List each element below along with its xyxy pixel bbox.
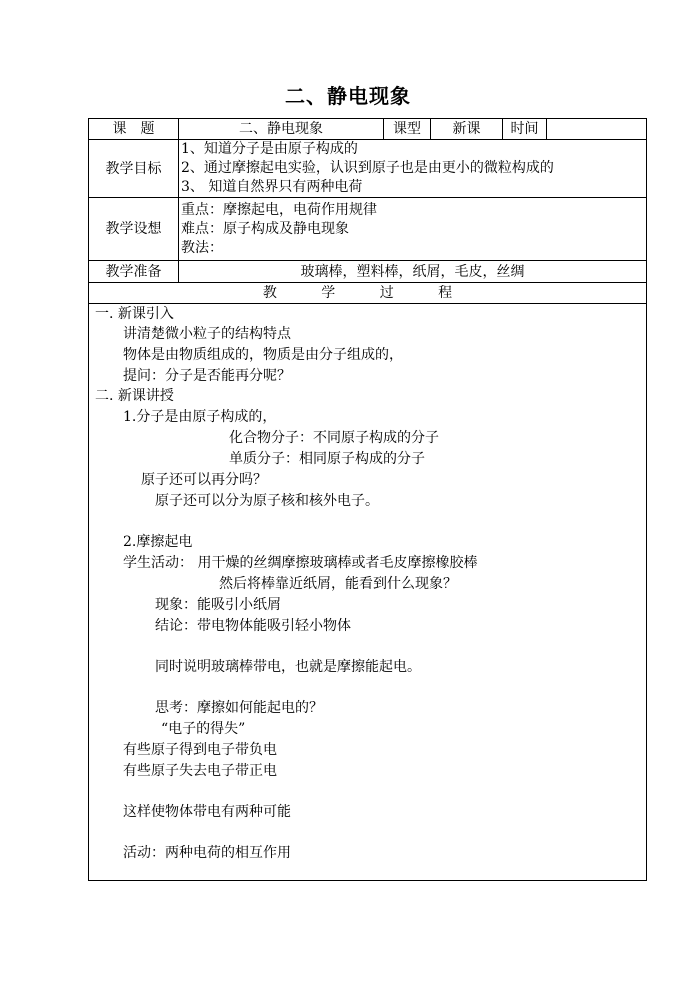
process-line: 有些原子得到电子带负电 bbox=[123, 742, 277, 758]
process-line: 单质分子：相同原子构成的分子 bbox=[229, 451, 425, 467]
preparation-row bbox=[89, 261, 647, 283]
process-line: 然后将棒靠近纸屑，能看到什么现象？ bbox=[219, 576, 457, 592]
objectives-content bbox=[179, 140, 647, 198]
objective-item: 3、 知道自然界只有两种电荷 bbox=[181, 179, 363, 195]
process-line: 二. 新课讲授 bbox=[95, 388, 174, 404]
process-body-row bbox=[89, 304, 647, 881]
process-line: 原子还可以再分吗？ bbox=[141, 472, 267, 488]
process-line: 学生活动： 用干燥的丝绸摩擦玻璃棒或者毛皮摩擦橡胶棒 bbox=[123, 555, 478, 571]
process-line: 结论：带电物体能吸引轻小物体 bbox=[155, 618, 351, 634]
page-title: 二、静电现象 bbox=[285, 84, 411, 108]
process-line: 1.分子是由原子构成的， bbox=[123, 409, 277, 425]
time-label: 时间 bbox=[503, 119, 547, 140]
design-item: 教法： bbox=[181, 239, 223, 256]
process-line: 有些原子失去电子带正电 bbox=[123, 763, 277, 779]
topic-value: 二、静电现象 bbox=[179, 119, 384, 140]
topic-label: 课 题 bbox=[89, 119, 179, 140]
process-line: 同时说明玻璃棒带电，也就是摩擦能起电。 bbox=[155, 659, 421, 675]
header-row bbox=[89, 119, 647, 140]
type-label: 课型 bbox=[384, 119, 431, 140]
process-line: 活动：两种电荷的相互作用 bbox=[123, 845, 291, 861]
process-line: 思考：摩擦如何能起电的？ bbox=[155, 700, 323, 716]
objectives-row bbox=[89, 140, 647, 198]
process-line: 物体是由物质组成的，物质是由分子组成的， bbox=[123, 347, 403, 363]
design-item: 重点：摩擦起电，电荷作用规律 bbox=[181, 201, 377, 218]
process-line: 化合物分子：不同原子构成的分子 bbox=[229, 430, 439, 446]
process-line: 现象：能吸引小纸屑 bbox=[155, 597, 281, 613]
objectives-label: 教学目标 bbox=[89, 140, 179, 198]
process-line: 这样使物体带电有两种可能 bbox=[123, 804, 291, 820]
process-body bbox=[89, 304, 647, 881]
type-value: 新课 bbox=[431, 119, 503, 140]
design-item: 难点：原子构成及静电现象 bbox=[181, 220, 349, 237]
time-value bbox=[547, 119, 647, 140]
process-line: 2.摩擦起电 bbox=[123, 534, 193, 550]
lesson-plan-table bbox=[88, 118, 647, 881]
process-line: “电子的得失” bbox=[161, 721, 246, 737]
preparation-label: 教学准备 bbox=[89, 261, 179, 283]
process-line: 一. 新课引入 bbox=[95, 306, 174, 322]
process-line: 讲清楚微小粒子的结构特点 bbox=[123, 326, 291, 342]
process-line: 提问：分子是否能再分呢？ bbox=[123, 368, 291, 384]
process-heading-row bbox=[89, 283, 647, 304]
objective-item: 1、知道分子是由原子构成的 bbox=[181, 141, 358, 157]
design-row bbox=[89, 198, 647, 261]
process-heading: 教 学 过 程 bbox=[89, 283, 647, 304]
design-label: 教学设想 bbox=[89, 198, 179, 261]
process-line: 原子还可以分为原子核和核外电子。 bbox=[155, 493, 379, 509]
preparation-value: 玻璃棒，塑料棒，纸屑，毛皮，丝绸 bbox=[179, 261, 647, 283]
objective-item: 2、通过摩擦起电实验，认识到原子也是由更小的微粒构成的 bbox=[181, 160, 554, 176]
design-content bbox=[179, 198, 647, 261]
